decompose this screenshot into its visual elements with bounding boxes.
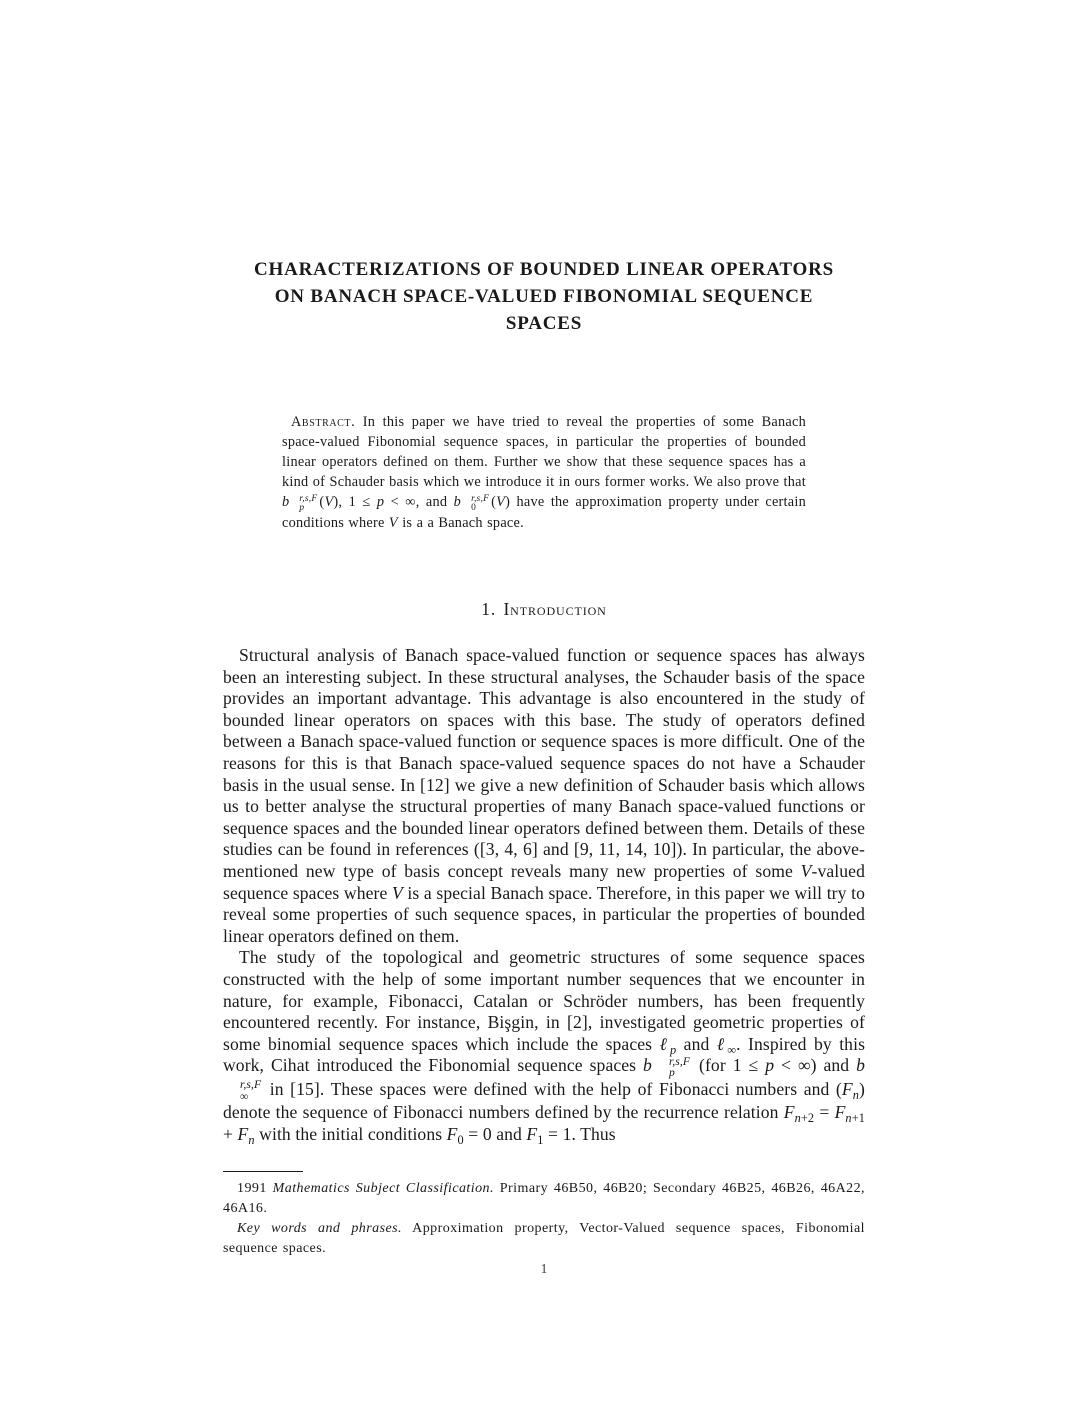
- keywords-footnote: Key words and phrases. Approximation property, Vector-Valued sequence spaces, Fibonomial sequence spaces.: [223, 1221, 865, 1256]
- msc-footnote: 1991 Mathematics Subject Classification. Primary 46B50, 46B20; Secondary 46B25, 46B26, 46A22, 46A16.: [223, 1181, 866, 1216]
- page-number: 1: [540, 1261, 548, 1276]
- abstract-label: Abstract.: [291, 414, 356, 430]
- section-heading-introduction: 1. Introduction: [481, 599, 607, 619]
- intro-paragraph-2: The study of the topological and geometric structures of some sequence spaces constructed with the help of some important number sequences that we encounter in nature, for example, Fibonacci, Catalan or Schröder numbers, has been frequently encountered recently. For instance, Bişgin, in [2], investigated geometric properties of some binomial sequence spaces which include the spaces ℓ$_p$ and ℓ$_\infty$. Inspired by this work, Cihat introduced the Fibonomial sequence spaces b r,s,F p (for 1 ≤ p < ∞) and b r,s,F ∞ in [15]. These spaces were defined with the help of Fibonacci numbers and $(F_n)$ denote the sequence of Fibonacci numbers defined by the recurrence relation $F_{n+2} = F_{n+1} + F_n$ with the initial conditions $F_0 = 0$ and $F_1 = 1$. Thus: [223, 947, 866, 1147]
- intro-paragraph-1: Structural analysis of Banach space-valued function or sequence spaces has always been an interesting subject. In these structural analyses, the Schauder basis of the space provides an important advantage. This advantage is also encountered in the study of bounded linear operators on spaces with this base. The study of operators defined between a Banach space-valued function or sequence spaces is more difficult. One of the reasons for this is that Banach space-valued sequence spaces do not have a Schauder basis in the usual sense. In [12] we give a new definition of Schauder basis which allows us to better analyse the structural properties of many Banach space-valued functions or sequence spaces and the bounded linear operators defined between them. Details of these studies can be found in references ([3, 4, 6] and [9, 11, 14, 10]). In particular, the above-mentioned new type of basis concept reveals many new properties of some V-valued sequence spaces where V is a special Banach space. Therefore, in this paper we will try to reveal some properties of such sequence spaces, in particular the properties of bounded linear operators defined on them.: [223, 645, 865, 946]
- introduction-body: [223, 645, 865, 1145]
- paper-title: [0, 256, 1088, 337]
- page-footer: [223, 1165, 865, 1277]
- title-line-3: SPACES: [505, 313, 583, 334]
- title-line-1: CHARACTERIZATIONS OF BOUNDED LINEAR OPERATORS: [253, 259, 835, 280]
- footnote-rule: [223, 1171, 303, 1172]
- footnotes: [223, 1179, 865, 1259]
- title-line-2: ON BANACH SPACE-VALUED FIBONOMIAL SEQUENCE: [274, 286, 814, 307]
- abstract: Abstract. In this paper we have tried to reveal the properties of some Banach space-valued Fibonomial sequence spaces, in particular the properties of bounded linear operators defined on them. Further we show that these sequence spaces has a kind of Schauder basis which we introduce it in ours former works. We also prove that b r,s,F p (V), 1 ≤ p < ∞, and b r,s,F 0 (V) have the approximation property under certain conditions where V is a a Banach space.: [282, 414, 806, 532]
